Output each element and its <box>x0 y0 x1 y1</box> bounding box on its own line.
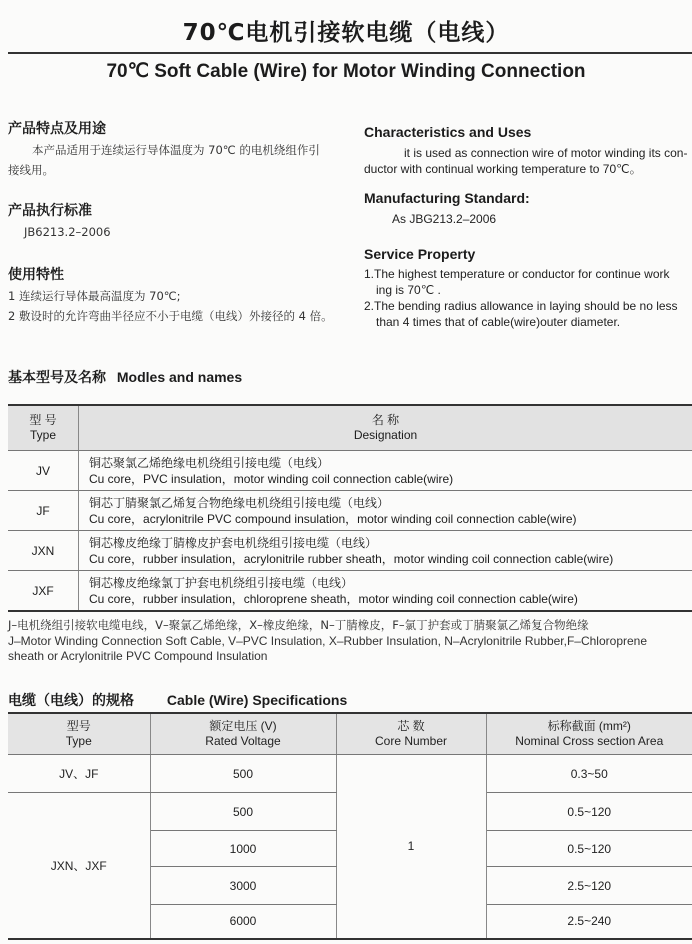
service-en-line-4: than 4 times that of cable(wire)outer diameter. <box>376 315 621 329</box>
specs-header-voltage-zh: 额定电压 (V) <box>209 719 277 733</box>
heading-models <box>8 367 242 387</box>
text-features-uses <box>8 140 348 180</box>
model-designation-en: Cu core，acrylonitrile PVC compound insulation，motor winding coil connection cable(wire) <box>89 511 577 526</box>
specs-header-type-zh: 型号 <box>66 719 91 733</box>
model-designation-zh: 铜芯橡皮绝缘氯丁护套电机绕组引接电缆（电线） <box>89 575 354 590</box>
model-designation <box>79 571 692 612</box>
models-abbreviation-notes <box>8 618 692 665</box>
specs-header-core <box>336 713 486 755</box>
model-designation <box>79 491 692 531</box>
table-row <box>8 755 692 793</box>
spec-area: 0.3~50 <box>486 755 692 793</box>
spec-core-number: 1 <box>336 755 486 939</box>
text-service-en <box>364 266 692 330</box>
model-designation <box>79 451 692 491</box>
model-designation-en: Cu core，PVC insulation，motor winding coil connection cable(wire) <box>89 471 454 486</box>
text-standard-en: As JBG213.2–2006 <box>392 212 497 226</box>
heading-service-en: Service Property <box>364 246 476 262</box>
spec-voltage: 500 <box>150 793 336 831</box>
models-header-des-zh: 名 称 <box>371 413 400 427</box>
models-header-designation <box>79 405 692 451</box>
models-header-des-en: Designation <box>353 428 418 442</box>
notes-en-2: sheath or Acrylonitrile PVC Compound Insulation <box>8 649 268 663</box>
heading-service-zh: 使用特性 <box>8 267 64 283</box>
specs-header-area-en: Nominal Cross section Area <box>515 734 664 748</box>
model-type: JXF <box>8 571 79 612</box>
service-zh-item-2: 2 敷设时的允许弯曲半径应不小于电缆（电线）外接径的 4 倍。 <box>8 309 333 323</box>
spec-voltage: 6000 <box>150 905 336 939</box>
specs-header-type <box>8 713 150 755</box>
specs-header-core-en: Core Number <box>374 734 448 748</box>
specs-table <box>8 712 692 940</box>
heading-models-zh: 基本型号及名称 <box>8 370 106 386</box>
page-title-chinese: 70℃电机引接软电缆（电线） <box>182 20 510 46</box>
table-row <box>8 491 692 531</box>
service-en-line-2: ing is 70℃ . <box>376 283 441 297</box>
char-line-1: it is used as connection wire of motor winding its con- <box>404 146 688 160</box>
table-row <box>8 571 692 612</box>
specs-header-area-zh: 标称截面 (mm²) <box>547 719 631 733</box>
spec-area: 0.5~120 <box>486 831 692 867</box>
specs-header-voltage-en: Rated Voltage <box>205 734 281 748</box>
models-table <box>8 404 692 612</box>
heading-specs <box>8 690 347 710</box>
text-service-zh <box>8 286 358 326</box>
model-type: JV <box>8 451 79 491</box>
heading-models-en: Modles and names <box>116 369 243 385</box>
specs-header-area <box>486 713 692 755</box>
service-en-line-1: 1.The highest temperature or conductor for continue work <box>364 267 670 281</box>
notes-en-1: J–Motor Winding Connection Soft Cable, V–PVC Insulation, X–Rubber Insulation, N–Acrylonitrile Rubber,F–Chloroprene <box>8 633 648 648</box>
title-divider <box>8 52 692 54</box>
heading-standard-en: Manufacturing Standard: <box>364 190 530 206</box>
table-row <box>8 451 692 491</box>
model-designation-zh: 铜芯丁腈聚氯乙烯复合物绝缘电机绕组引接电缆（电线） <box>89 495 390 510</box>
spec-type: JV、JF <box>8 755 150 793</box>
models-header-row <box>8 405 692 451</box>
heading-specs-en: Cable (Wire) Specifications <box>166 692 348 708</box>
spec-type: JXN、JXF <box>8 793 150 939</box>
model-designation-en: Cu core，rubber insulation，chloroprene sheath，motor winding coil connection cable(wire) <box>89 591 578 606</box>
specs-header-row <box>8 713 692 755</box>
spec-voltage: 3000 <box>150 867 336 905</box>
features-line-1: 本产品适用于连续运行导体温度为 70℃ 的电机绕组作引 <box>32 143 320 157</box>
specs-header-type-en: Type <box>65 734 92 748</box>
heading-features-uses: 产品特点及用途 <box>8 121 106 137</box>
model-type: JF <box>8 491 79 531</box>
model-designation <box>79 531 692 571</box>
service-zh-item-1: 1 连续运行导体最高温度为 70℃; <box>8 289 181 303</box>
features-line-2: 接线用。 <box>8 163 54 177</box>
text-characteristics <box>364 145 692 177</box>
model-type: JXN <box>8 531 79 571</box>
spec-voltage: 1000 <box>150 831 336 867</box>
service-en-line-3: 2.The bending radius allowance in laying should be no less <box>364 299 678 313</box>
model-designation-zh: 铜芯聚氯乙烯绝缘电机绕组引接电缆（电线） <box>89 455 330 470</box>
model-designation-en: Cu core，rubber insulation，acrylonitrile rubber sheath，motor winding coil connection cable(wire) <box>89 551 614 566</box>
heading-characteristics: Characteristics and Uses <box>364 124 532 140</box>
spec-voltage: 500 <box>150 755 336 793</box>
page-title-english: 70℃ Soft Cable (Wire) for Motor Winding Connection <box>106 61 586 82</box>
heading-specs-zh: 电缆（电线）的规格 <box>8 693 134 709</box>
notes-zh: J–电机绕组引接软电缆电线，V–聚氯乙烯绝缘，X–橡皮绝缘，N–丁腈橡皮，F–氯丁护套或丁腈聚氯乙烯复合物绝缘 <box>8 618 589 632</box>
specs-header-voltage <box>150 713 336 755</box>
spec-area: 2.5~240 <box>567 914 612 929</box>
spec-area: 2.5~120 <box>486 867 692 905</box>
char-line-2: ductor with continual working temperature to 70℃。 <box>364 162 642 176</box>
specs-header-core-zh: 芯 数 <box>397 719 425 733</box>
models-header-type-zh: 型 号 <box>29 413 57 427</box>
spec-area: 0.5~120 <box>486 793 692 831</box>
models-header-type <box>8 405 79 451</box>
table-row <box>8 531 692 571</box>
heading-standard-zh: 产品执行标准 <box>8 203 92 219</box>
model-designation-zh: 铜芯橡皮绝缘丁腈橡皮护套电机绕组引接电缆（电线） <box>89 535 378 550</box>
text-standard-zh: JB6213.2–2006 <box>24 225 111 239</box>
models-header-type-en: Type <box>29 428 56 442</box>
